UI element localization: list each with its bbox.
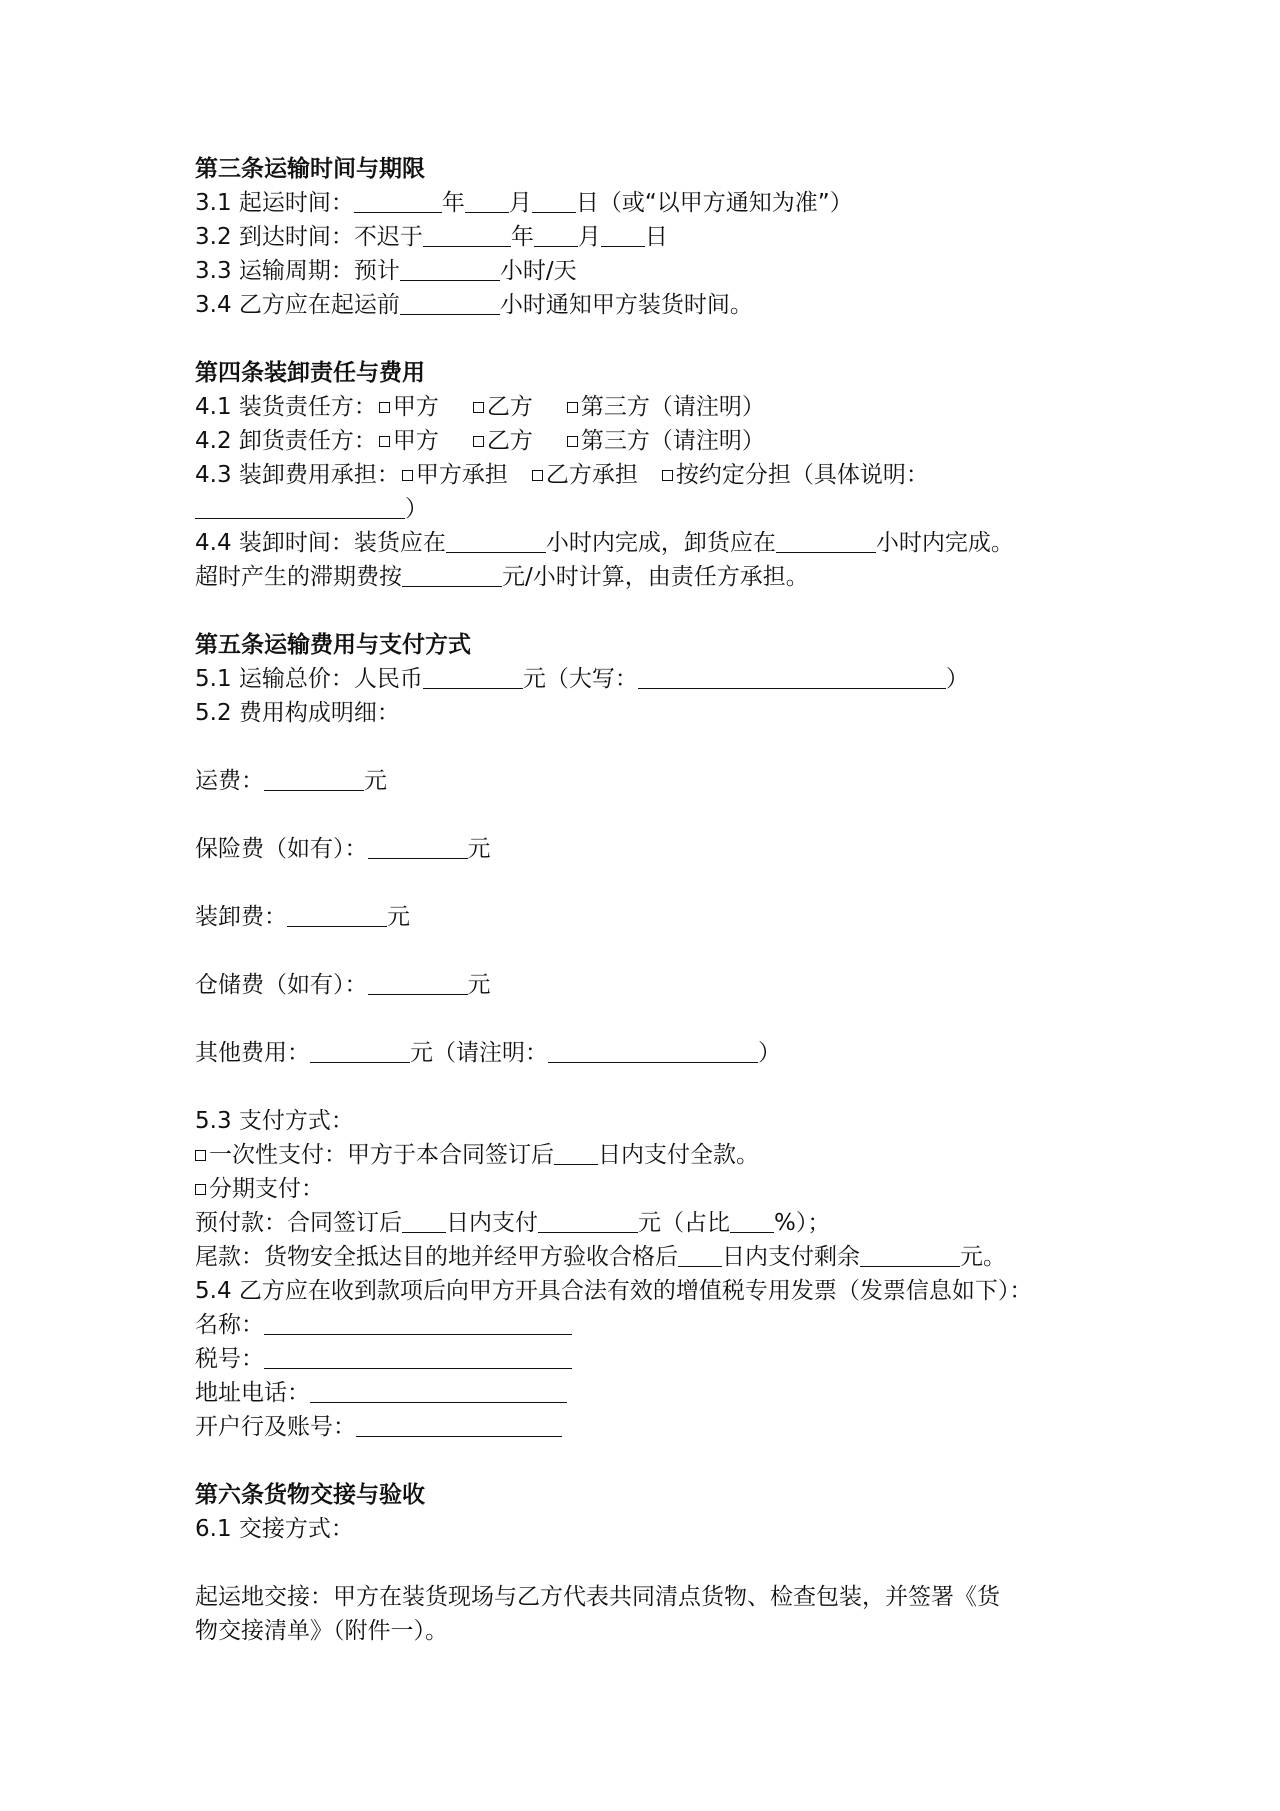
clause-3-4 <box>195 288 1115 322</box>
balance-tail: 元。 <box>960 1244 1006 1270</box>
payment-installment <box>195 1172 1115 1206</box>
fee-handling <box>195 900 1115 934</box>
blank-invoice-tax-id[interactable] <box>264 1344 572 1369</box>
option-label: 乙方 <box>486 394 533 420</box>
payment-lump-sum <box>195 1138 1115 1172</box>
invoice-address <box>195 1376 1115 1410</box>
blank-start-day[interactable] <box>532 188 576 213</box>
advance-tail: %）； <box>774 1210 831 1236</box>
demurrage-label: 超时产生的滞期费按 <box>195 564 402 590</box>
invoice-tax-id <box>195 1342 1115 1376</box>
fee-unit: 元 <box>467 836 491 862</box>
option-label: 第三方（请注明） <box>580 394 765 420</box>
option-label: 乙方承担 <box>545 462 638 488</box>
clause-5-1-label: 5.1 运输总价：人民币 <box>195 666 423 692</box>
checkbox-party-a[interactable] <box>379 402 390 413</box>
checkbox-third-party[interactable] <box>567 402 578 413</box>
checkbox-party-a[interactable] <box>379 436 390 447</box>
clause-3-2 <box>195 220 1115 254</box>
paren-close: ） <box>405 496 428 522</box>
fee-insurance <box>195 832 1115 866</box>
installment-label: 分期支付： <box>209 1176 324 1202</box>
clause-5-1 <box>195 662 1115 696</box>
blank-advance-amount[interactable] <box>538 1208 638 1233</box>
clause-3-3-unit: 小时/天 <box>499 258 577 284</box>
demurrage-tail: 元/小时计算，由责任方承担。 <box>502 564 809 590</box>
blank-total-price-words[interactable] <box>638 664 946 689</box>
clause-4-4-label: 4.4 装卸时间：装货应在 <box>195 530 446 556</box>
clause-5-3: 5.3 支付方式： <box>195 1108 354 1134</box>
section-4-title: 第四条装卸责任与费用 <box>195 359 425 386</box>
checkbox-shared[interactable] <box>662 470 673 481</box>
blank-start-year[interactable] <box>354 188 442 213</box>
option-label: 按约定分担（具体说明： <box>675 462 929 488</box>
paren-close: ） <box>758 1040 781 1066</box>
blank-advance-percent[interactable] <box>730 1208 774 1233</box>
day-label: 日（或“以甲方通知为准”） <box>575 190 853 216</box>
clause-4-3-label: 4.3 装卸费用承担： <box>195 462 400 488</box>
blank-balance-days[interactable] <box>678 1242 722 1267</box>
blank-insurance[interactable] <box>368 834 468 859</box>
checkbox-party-b[interactable] <box>473 436 484 447</box>
checkbox-installment[interactable] <box>195 1184 206 1195</box>
blank-advance-days[interactable] <box>402 1208 446 1233</box>
blank-balance-amount[interactable] <box>860 1242 960 1267</box>
fee-other <box>195 1036 1115 1070</box>
blank-storage[interactable] <box>368 970 468 995</box>
blank-transport-period[interactable] <box>400 256 500 281</box>
invoice-bank-label: 开户行及账号： <box>195 1414 356 1440</box>
clause-4-4-mid: 小时内完成，卸货应在 <box>545 530 776 556</box>
checkbox-party-a-bears[interactable] <box>402 470 413 481</box>
year-label: 年 <box>510 224 534 250</box>
lump-sum-tail: 日内支付全款。 <box>598 1142 759 1168</box>
balance-mid: 日内支付剩余 <box>722 1244 860 1270</box>
fee-storage <box>195 968 1115 1002</box>
invoice-bank <box>195 1410 1115 1444</box>
fee-freight <box>195 764 1115 798</box>
fee-unit: 元 <box>467 972 491 998</box>
clause-3-4-tail: 小时通知甲方装货时间。 <box>499 292 753 318</box>
fee-label: 运费： <box>195 768 264 794</box>
blank-invoice-address[interactable] <box>310 1378 567 1403</box>
checkbox-lump-sum[interactable] <box>195 1150 206 1161</box>
clause-3-4-label: 3.4 乙方应在起运前 <box>195 292 400 318</box>
contract-page <box>195 152 1115 1648</box>
blank-lump-sum-days[interactable] <box>554 1140 598 1165</box>
advance-mid: 日内支付 <box>446 1210 538 1236</box>
balance-label: 尾款：货物安全抵达目的地并经甲方验收合格后 <box>195 1244 678 1270</box>
blank-handling[interactable] <box>287 902 387 927</box>
clause-4-1 <box>195 390 1115 424</box>
clause-3-3 <box>195 254 1115 288</box>
clause-4-4 <box>195 526 1115 560</box>
blank-demurrage-rate[interactable] <box>402 562 502 587</box>
blank-other-fee-note[interactable] <box>548 1038 758 1063</box>
checkbox-third-party[interactable] <box>567 436 578 447</box>
fee-label: 仓储费（如有）： <box>195 972 368 998</box>
checkbox-party-b-bears[interactable] <box>532 470 543 481</box>
lump-sum-label: 一次性支付：甲方于本合同签订后 <box>209 1142 554 1168</box>
fee-label: 其他费用： <box>195 1040 310 1066</box>
blank-arrival-year[interactable] <box>423 222 511 247</box>
clause-4-3 <box>195 458 1115 492</box>
blank-other-fee[interactable] <box>310 1038 410 1063</box>
invoice-name-label: 名称： <box>195 1312 264 1338</box>
blank-loading-hours[interactable] <box>446 528 546 553</box>
invoice-tax-id-label: 税号： <box>195 1346 264 1372</box>
clause-3-1 <box>195 186 1115 220</box>
clause-5-4: 5.4 乙方应在收到款项后向甲方开具合法有效的增值税专用发票（发票信息如下）： <box>195 1278 1033 1304</box>
handover-paragraph-line-1: 起运地交接：甲方在装货现场与乙方代表共同清点货物、检查包装，并签署《货 <box>195 1584 1000 1610</box>
blank-invoice-name[interactable] <box>264 1310 572 1335</box>
blank-total-price[interactable] <box>423 664 523 689</box>
clause-3-1-label: 3.1 起运时间： <box>195 190 354 216</box>
option-label: 甲方承担 <box>415 462 508 488</box>
section-5-title: 第五条运输费用与支付方式 <box>195 631 471 658</box>
option-label: 第三方（请注明） <box>580 428 765 454</box>
blank-invoice-bank[interactable] <box>356 1412 562 1437</box>
clause-4-2 <box>195 424 1115 458</box>
fee-unit: 元（请注明： <box>410 1040 548 1066</box>
clause-5-1-mid: 元（大写： <box>522 666 638 692</box>
advance-ratio-label: 元（占比 <box>638 1210 730 1236</box>
clause-4-2-label: 4.2 卸货责任方： <box>195 428 377 454</box>
month-label: 月 <box>577 224 601 250</box>
option-label: 乙方 <box>486 428 533 454</box>
section-6-title: 第六条货物交接与验收 <box>195 1481 425 1508</box>
clause-6-1: 6.1 交接方式： <box>195 1516 354 1542</box>
clause-5-2: 5.2 费用构成明细： <box>195 700 400 726</box>
fee-label: 保险费（如有）： <box>195 836 368 862</box>
blank-share-detail[interactable] <box>195 494 405 519</box>
section-3-title: 第三条运输时间与期限 <box>195 155 425 182</box>
blank-freight[interactable] <box>264 766 364 791</box>
checkbox-party-b[interactable] <box>473 402 484 413</box>
clause-3-3-label: 3.3 运输周期：预计 <box>195 258 400 284</box>
option-label: 甲方 <box>392 428 439 454</box>
clause-4-1-label: 4.1 装货责任方： <box>195 394 377 420</box>
invoice-address-label: 地址电话： <box>195 1380 310 1406</box>
blank-notice-hours[interactable] <box>400 290 500 315</box>
payment-balance <box>195 1240 1115 1274</box>
invoice-name <box>195 1308 1115 1342</box>
fee-unit: 元 <box>387 904 410 930</box>
clause-4-4-tail: 小时内完成。 <box>875 530 1014 556</box>
year-label: 年 <box>441 190 465 216</box>
blank-unloading-hours[interactable] <box>776 528 876 553</box>
option-label: 甲方 <box>392 394 439 420</box>
clause-3-2-label: 3.2 到达时间：不迟于 <box>195 224 423 250</box>
paren-close: ） <box>945 666 969 692</box>
fee-unit: 元 <box>364 768 387 794</box>
blank-arrival-month[interactable] <box>534 222 578 247</box>
advance-label: 预付款：合同签订后 <box>195 1210 402 1236</box>
clause-4-3-cont <box>195 492 1115 526</box>
payment-advance <box>195 1206 1115 1240</box>
day-label: 日 <box>644 224 668 250</box>
blank-start-month[interactable] <box>465 188 509 213</box>
handover-paragraph-line-2: 物交接清单》（附件一）。 <box>195 1618 448 1644</box>
fee-label: 装卸费： <box>195 904 287 930</box>
blank-arrival-day[interactable] <box>601 222 645 247</box>
month-label: 月 <box>508 190 532 216</box>
clause-4-4-cont <box>195 560 1115 594</box>
